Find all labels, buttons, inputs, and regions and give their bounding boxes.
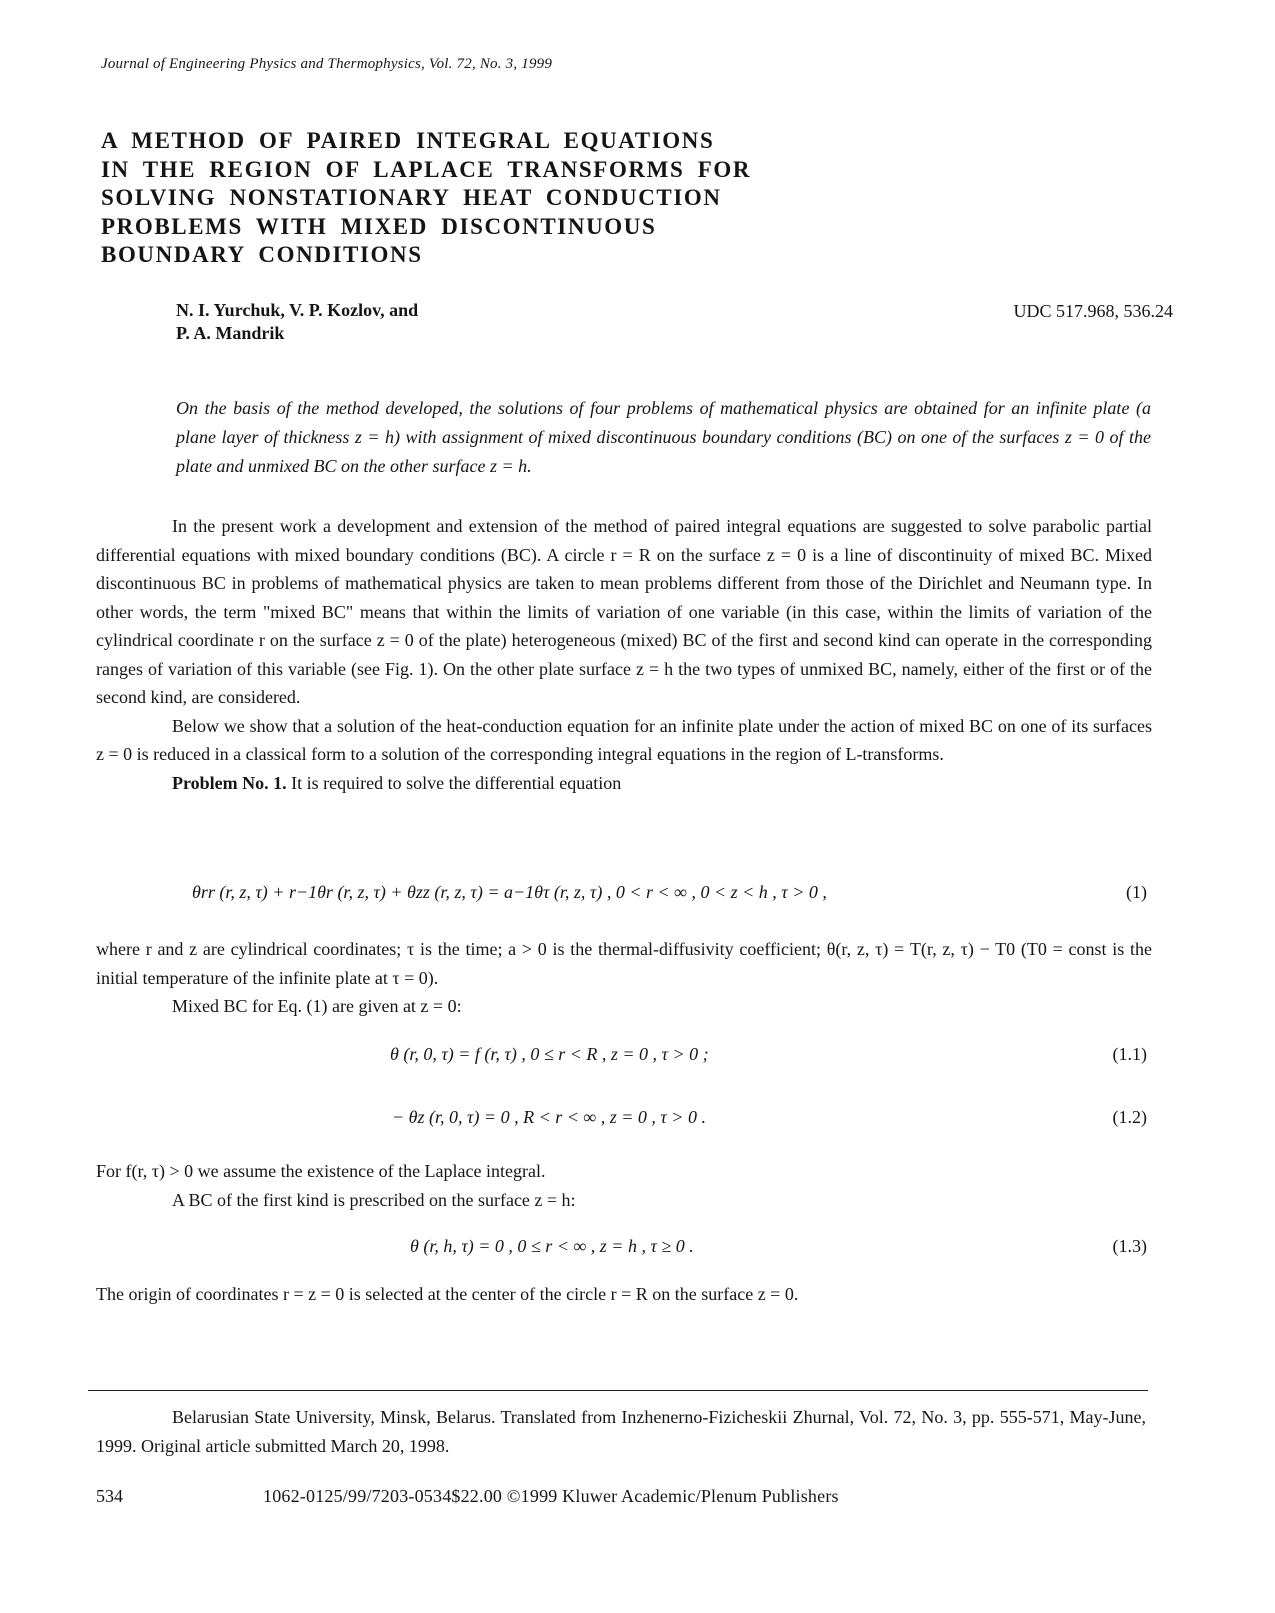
problem-label: Problem No. 1. — [172, 772, 287, 793]
equation-number: (1.2) — [1112, 1107, 1147, 1127]
paragraph: The origin of coordinates r = z = 0 is selected at the center of the circle r = R on the surface z = 0. — [96, 1284, 799, 1304]
equation-1-3: θ (r, h, τ) = 0 , 0 ≤ r < ∞ , z = h , τ ≥ 0 . — [410, 1236, 694, 1256]
equation-1: θrr (r, z, τ) + r−1θr (r, z, τ) + θzz (r, z, τ) = a−1θτ (r, z, τ) , 0 < r < ∞ , 0 < z < h , τ > 0 , — [192, 882, 827, 902]
paragraph: where r and z are cylindrical coordinates; τ is the time; a > 0 is the thermal-diffusivity coefficient; θ(r, z, τ) = T(r, z, τ) − T0 (T0 = const is the initial temperature of the infinite plate at τ = 0). — [96, 939, 1152, 988]
title-line: IN THE REGION OF LAPLACE TRANSFORMS FOR — [101, 156, 752, 182]
authors-line: P. A. Mandrik — [176, 323, 285, 343]
laplace-section — [96, 1157, 1152, 1214]
page-number: 534 — [96, 1486, 123, 1506]
origin-section — [96, 1280, 1152, 1309]
equation-number: (1.1) — [1112, 1044, 1147, 1064]
intro-section — [96, 512, 1152, 797]
equation-number: (1) — [1126, 882, 1147, 902]
authors — [176, 299, 418, 345]
paragraph: For f(r, τ) > 0 we assume the existence of the Laplace integral. — [96, 1161, 546, 1181]
abstract: On the basis of the method developed, the solutions of four problems of mathematical physics are obtained for an infinite plate (a plane layer of thickness z = h) with assignment of mixed discontinuous boundary conditions (BC) on one of the surfaces z = 0 of the plate and unmixed BC on the other surface z = h. — [176, 398, 1151, 476]
copyright-line: 1062-0125/99/7203-0534$22.00 ©1999 Kluwer Academic/Plenum Publishers — [263, 1486, 839, 1506]
equation-1-2: − θz (r, 0, τ) = 0 , R < r < ∞ , z = 0 , τ > 0 . — [392, 1107, 706, 1127]
definitions-section — [96, 935, 1152, 1021]
title-line: SOLVING NONSTATIONARY HEAT CONDUCTION — [101, 185, 722, 211]
paragraph: In the present work a development and extension of the method of paired integral equations are suggested to solve parabolic partial differential equations with mixed boundary conditions (BC). A circle r = R on the surface z = 0 is a line of discontinuity of mixed BC. Mixed discontinuous BC in problems of mathematical physics are taken to mean problems different from those of the Dirichlet and Neumann type. In other words, the term "mixed BC" means that within the limits of variation of one variable (in this case, within the limits of variation of the cylindrical coordinate r on the surface z = 0 of the plate) heterogeneous (mixed) BC of the first and second kind can operate in the corresponding ranges of variation of this variable (see Fig. 1). On the other plate surface z = h the two types of unmixed BC, namely, either of the first or of the second kind, are considered. — [96, 516, 1152, 707]
equation-number: (1.3) — [1112, 1236, 1147, 1256]
problem-text: It is required to solve the differential equation — [286, 772, 622, 793]
paragraph: A BC of the first kind is prescribed on the surface z = h: — [172, 1189, 576, 1210]
affiliation-footnote: Belarusian State University, Minsk, Belarus. Translated from Inzhenerno-Fizicheskii Zhurnal, Vol. 72, No. 3, pp. 555-571, May-June, 1999. Original article submitted March 20, 1998. — [96, 1407, 1146, 1456]
title-line: PROBLEMS WITH MIXED DISCONTINUOUS — [101, 213, 657, 239]
paragraph: Below we show that a solution of the heat-conduction equation for an infinite plate under the action of mixed BC on one of its surfaces z = 0 is reduced in a classical form to a solution of the corresponding integral equations in the region of L-transforms. — [96, 715, 1152, 764]
problem-statement — [96, 769, 1152, 798]
authors-line: N. I. Yurchuk, V. P. Kozlov, and — [176, 300, 419, 320]
paragraph: Mixed BC for Eq. (1) are given at z = 0: — [172, 996, 462, 1016]
footnote-divider — [88, 1390, 1148, 1391]
title-line: A METHOD OF PAIRED INTEGRAL EQUATIONS — [101, 128, 715, 153]
title-line: BOUNDARY CONDITIONS — [101, 242, 423, 268]
journal-header: Journal of Engineering Physics and Thermophysics, Vol. 72, No. 3, 1999 — [101, 56, 553, 72]
equation-1-1: θ (r, 0, τ) = f (r, τ) , 0 ≤ r < R , z = 0 , τ > 0 ; — [390, 1044, 709, 1064]
udc-code: UDC 517.968, 536.24 — [1013, 301, 1173, 321]
article-title — [101, 127, 821, 270]
